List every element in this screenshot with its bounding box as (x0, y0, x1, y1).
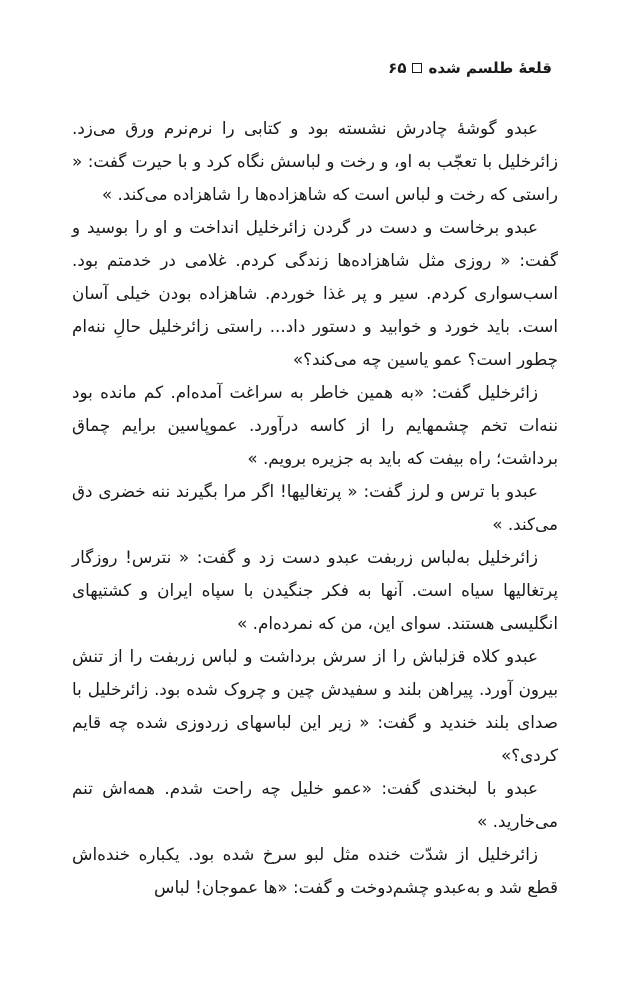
paragraph: عبدو با ترس و لرز گفت: « پرتغالیها! اگر مرا بگیرند ننه خضری دق می‌کند. » (72, 481, 558, 534)
paragraph: زائرخلیل از شدّت خنده مثل لبو سرخ شده بود. یکباره خنده‌اش قطع شد و به‌عبدو چشم‌دوخت و گفت: «ها عموجان! لباس (72, 844, 558, 897)
paragraph: عبدو برخاست و دست در گردن زائرخلیل انداخت و او را بوسید و گفت: « روزی مثل شاهزاده‌ها زندگی کردم. غلامی در خدمتم بود. اسب‌سواری کردم. سیر و پر غذا خوردم. شاهزاده بودن خیلی آسان است. باید خورد و خوابید و دستور داد... راستی زائرخلیل حالِ ننه‌ام چطور است؟ عمو یاسین چه می‌کند؟» (72, 217, 558, 369)
running-header (388, 58, 552, 78)
paragraph: زائرخلیل به‌لباس زربفت عبدو دست زد و گفت: « نترس! روزگار پرتغالیها سیاه است. آنها به فکر جنگیدن با سپاه ایران و کشتیهای انگلیسی هستند. سوای این، من که نمرده‌ام. » (72, 547, 558, 633)
page-number: ۶۵ (388, 59, 407, 77)
header-title: قلعهٔ طلسم شده (428, 59, 552, 77)
paragraph: عبدو گوشهٔ چادرش نشسته بود و کتابی را نرم‌نرم ورق می‌زد. زائرخلیل با تعجّب به او، و رخت و لباسش نگاه کرد و با حیرت گفت: « راستی که رخت و لباس است که شاهزاده‌ها را شاهزاده می‌کند. » (72, 118, 558, 204)
paragraph: زائرخلیل گفت: «به همین خاطر به سراغت آمده‌ام. کم مانده بود ننه‌ات تخم چشمهایم را از کاسه درآورد. عموپاسین برایم چماق برداشت؛ راه بیفت که باید به جزیره برویم. » (72, 382, 558, 468)
paragraph: عبدو با لبخندی گفت: «عمو خلیل چه راحت شدم. همه‌اش تنم می‌خارید. » (72, 778, 558, 831)
page-body (72, 112, 558, 904)
square-ornament-icon (412, 63, 422, 73)
paragraph: عبدو کلاه قزلباش را از سرش برداشت و لباس زربفت را از تنش بیرون آورد. پیراهن بلند و سفیدش چین و چروک شده بود. زائرخلیل با صدای بلند خندید و گفت: « زیر این لباسهای زردوزی شده چه قایم کردی؟» (72, 646, 558, 765)
